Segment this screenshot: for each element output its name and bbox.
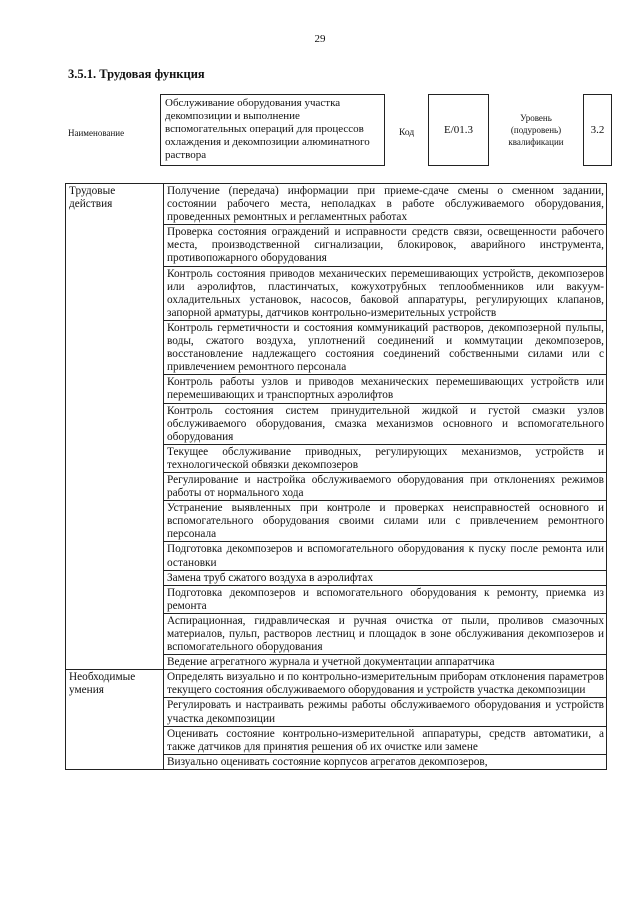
category-cell: Трудовые действия <box>66 184 164 670</box>
item-cell: Подготовка декомпозеров и вспомогательного оборудования к пуску после ремонта или остановки <box>164 542 607 570</box>
item-cell: Проверка состояния ограждений и исправности средств связи, освещенности рабочего места, производственной сигнализации, блокировок, аварийного инструмента, противопожарного оборудования <box>164 225 607 266</box>
item-cell: Текущее обслуживание приводных, регулирующих механизмов, устройств и технологической обвязки декомпозеров <box>164 444 607 472</box>
qualification-level-value: 3.2 <box>583 94 612 166</box>
page-number: 29 <box>314 33 326 45</box>
item-cell: Регулировать и настраивать режимы работы обслуживаемого оборудования и устройств участка декомпозиции <box>164 698 607 726</box>
category-cell: Необходимые умения <box>66 670 164 770</box>
item-cell: Замена труб сжатого воздуха в аэролифтах <box>164 570 607 585</box>
item-cell: Устранение выявленных при контроле и проверках неисправностей основного и вспомогательного оборудования своими силами или с привлечением ремонтного персонала <box>164 501 607 542</box>
section-title: 3.5.1. Трудовая функция <box>68 67 205 81</box>
table-row <box>66 184 607 225</box>
table-row <box>66 670 607 698</box>
function-code-value: E/01.3 <box>428 94 489 166</box>
item-cell: Определять визуально и по контрольно-измерительным приборам отклонения параметров текущего состояния обслуживаемого оборудования и устройств участка декомпозиции <box>164 670 607 698</box>
item-cell: Аспирационная, гидравлическая и ручная очистка от пыли, проливов смазочных материалов, пульп, растворов лестниц и площадок в зоне обслуживания декомпозеров и вспомогательного оборудования <box>164 613 607 654</box>
item-cell: Контроль состояния приводов механических перемешивающих устройств, декомпозеров или аэролифтов, пластинчатых, кожухотрубных теплообменников или вакуум-охладительных установок, насосов, баковой аппаратуры, регулирующих клапанов, запорной арматуры, датчиков контрольно-измерительных устройств <box>164 266 607 320</box>
qualification-level-label: Уровень (подуровень) квалификации <box>508 113 564 147</box>
item-cell: Контроль герметичности и состояния коммуникаций растворов, декомпозерной пульпы, воды, сжатого воздуха, уплотнений соединений и коммутации декомпозеров, восстановление надлежащего состояния соединений собственными силами или с привлечением ремонтного персонала <box>164 320 607 374</box>
item-cell: Получение (передача) информации при приеме-сдаче смены о сменном задании, состоянии рабочего места, неполадках в работе обслуживаемого оборудования, проведенных ремонтных и регламентных работах <box>164 184 607 225</box>
code-label: Код <box>399 128 415 138</box>
name-label: Наименование <box>68 128 125 138</box>
function-details-table <box>65 183 607 770</box>
item-cell: Визуально оценивать состояние корпусов агрегатов декомпозеров, <box>164 754 607 769</box>
item-cell: Контроль работы узлов и приводов механических перемешивающих устройств или перемешивающих и транспортных аэролифтов <box>164 375 607 403</box>
item-cell: Регулирование и настройка обслуживаемого оборудования при отклонениях режимов работы от нормального хода <box>164 472 607 500</box>
item-cell: Оценивать состояние контрольно-измерительной аппаратуры, средств автоматики, а также датчиков для принятия решения об их очистке или замене <box>164 726 607 754</box>
function-name-value: Обслуживание оборудования участка декомпозиции и выполнение вспомогательных операций для процессов охлаждения и декомпозиции алюминатного раствора <box>160 94 385 166</box>
item-cell: Контроль состояния систем принудительной жидкой и густой смазки узлов обслуживаемого оборудования, смазка механизмов основного и вспомогательного оборудования <box>164 403 607 444</box>
item-cell: Подготовка декомпозеров и вспомогательного оборудования к ремонту, приемка из ремонта <box>164 585 607 613</box>
item-cell: Ведение агрегатного журнала и учетной документации аппаратчика <box>164 655 607 670</box>
function-header <box>68 94 608 172</box>
